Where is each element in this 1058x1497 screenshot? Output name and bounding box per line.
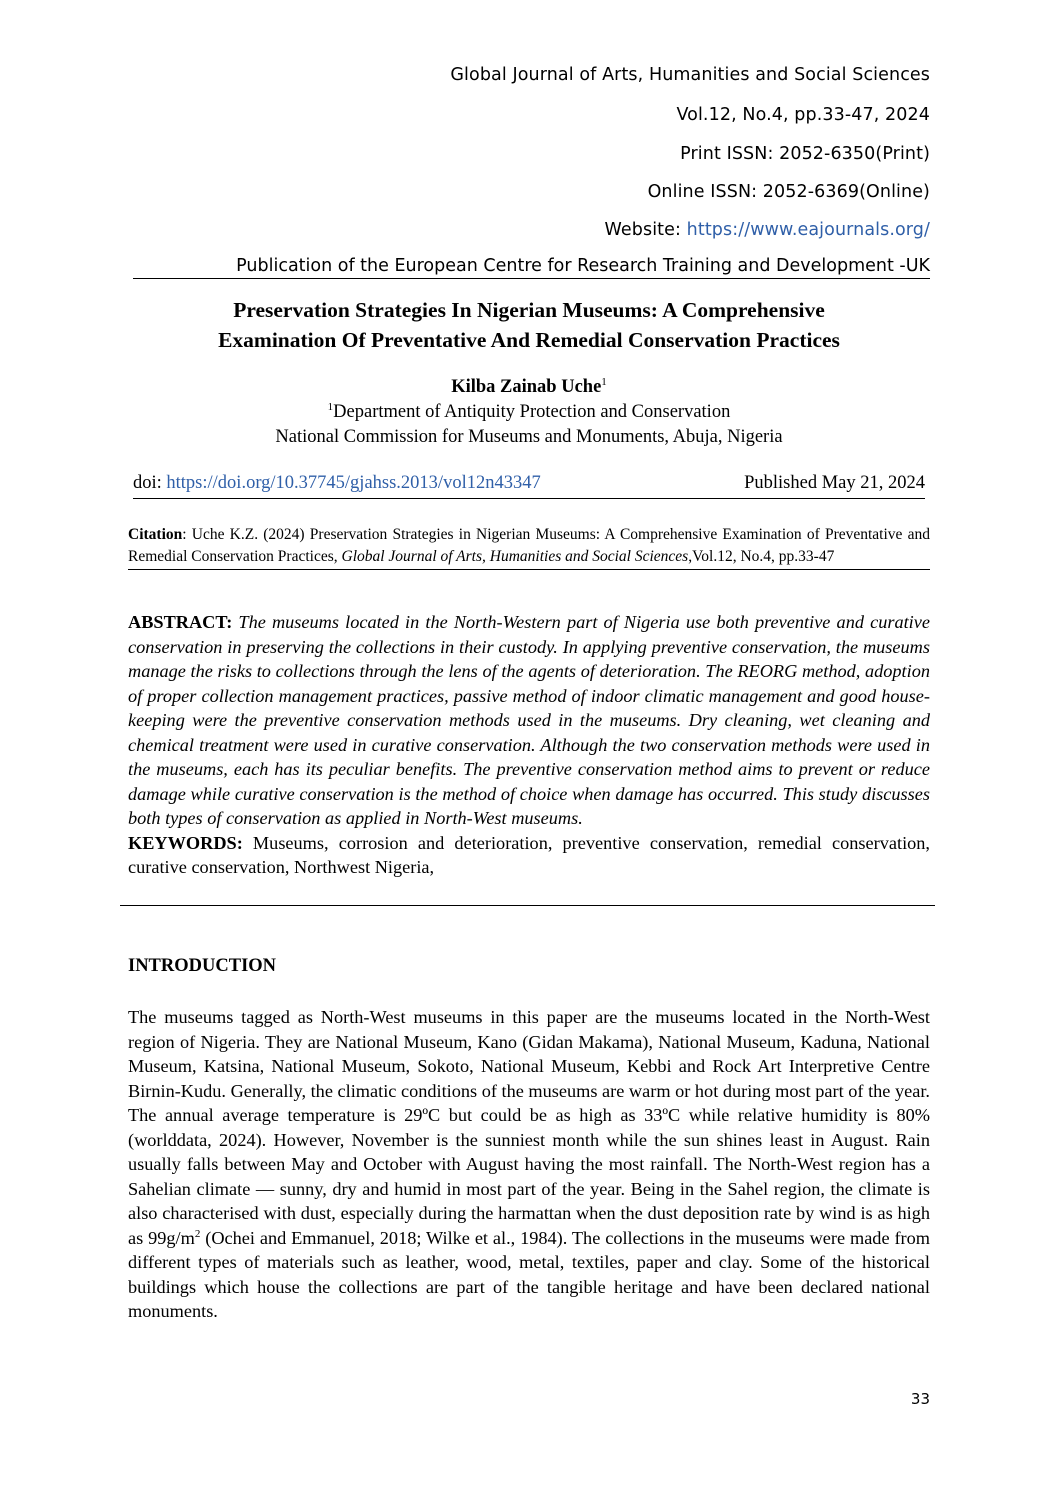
website-line (605, 219, 930, 241)
affiliation-institution: National Commission for Museums and Monuments, Abuja, Nigeria (275, 427, 783, 447)
author-name: Kilba Zainab Uche (451, 377, 602, 397)
volume-info: Vol.12, No.4, pp.33-47, 2024 (676, 105, 930, 125)
doi-label: doi: (133, 473, 162, 493)
abstract-text: The museums located in the North-Western part of Nigeria use both preventive and curative conservation in preserving the collections in their custody. In applying preventive conservation, the museums manage the risks to collections through the lens of the agents of deterioration. The REORG method, adoption of proper collection management practices, passive method of indoor climatic management and good house-keeping were the preventive conservation methods used in the museums. Dry cleaning, wet cleaning and chemical treatment were used in curative conservation. Although the two conservation methods were used in the museums, each has its peculiar benefits. The preventive conservation method aims to prevent or reduce damage while curative conservation is the method of choice when damage has occurred. This study discusses both types of conservation as applied in North-West museums. (128, 612, 930, 828)
superscript: 2 (194, 1227, 201, 1240)
author-block (120, 375, 938, 450)
website-label: Website: (604, 220, 681, 240)
keywords-label: KEYWORDS: (128, 832, 243, 853)
print-issn: Print ISSN: 2052-6350(Print) (680, 144, 930, 164)
citation-journal: Global Journal of Arts, Humanities and Social Sciences (341, 548, 689, 565)
affiliation-department: Department of Antiquity Protection and Conservation (333, 402, 731, 422)
citation (128, 524, 930, 570)
keywords-text: Museums, corrosion and deterioration, preventive conservation, remedial conservation, curative conservation, Northwest Nigeria, (128, 832, 930, 877)
abstract-label: ABSTRACT: (128, 612, 233, 632)
published-date: Published May 21, 2024 (744, 473, 925, 493)
title-line-2: Examination Of Preventative And Remedial Conservation Practices (218, 328, 840, 352)
abstract-divider (120, 905, 935, 906)
section-heading-introduction: INTRODUCTION (128, 956, 277, 976)
publication-line: Publication of the European Centre for Research Training and Development -UK (133, 256, 930, 279)
title-line-1: Preservation Strategies In Nigerian Museums: A Comprehensive (233, 298, 825, 322)
introduction-paragraph: The museums tagged as North-West museums in this paper are the museums located in the North-West region of Nigeria. They are National Museum, Kano (Gidan Makama), National Museum, Kaduna, National Museum, Katsina, National Museum, Sokoto, National Museum, Kebbi and Rock Art Interpretive Centre Birnin-Kudu. Generally, the climatic conditions of the museums are warm or hot during most part of the year. The annual average temperature is 29ºC but could be as high as 33ºC while relative humidity is 80% (worlddata, 2024). However, November is the sunniest month while the sun shines least in August. Rain usually falls between May and October with August having the most rainfall. The North-West region has a Sahelian climate — sunny, dry and humid in most part of the year. Being in the Sahel region, the climate is also characterised with dust, especially during the harmattan when the dust deposition rate by wind is as high as $99g/m^2$ (Ochei and Emmanuel, 2018; Wilke et al., 1984). The collections in the museums were made from different types of materials such as leather, wood, metal, textiles, paper and clay. Some of the historical buildings which house the collections are part of the tangible heritage and have been declared national monuments. (128, 1007, 930, 1321)
citation-volume: ,Vol.12, No.4, pp.33-47 (688, 548, 835, 565)
online-issn: Online ISSN: 2052-6369(Online) (647, 182, 930, 202)
doi-link[interactable]: https://doi.org/10.37745/gjahss.2013/vol12n43347 (166, 473, 541, 493)
journal-name: Global Journal of Arts, Humanities and Social Sciences (450, 65, 930, 85)
citation-label: Citation (128, 526, 183, 543)
affil-sup: 1 (327, 400, 334, 413)
author-sup: 1 (601, 375, 607, 388)
citation-text: : Uche K.Z. (2024) Preservation Strategies in Nigerian Museums: A Comprehensive Examination of Preventative and Remedial Conservation Practices, (128, 526, 930, 565)
abstract (128, 610, 930, 880)
doi-line (133, 473, 925, 499)
article-title (120, 295, 938, 355)
page-number: 33 (910, 1390, 930, 1408)
website-link[interactable]: https://www.eajournals.org/ (686, 220, 930, 240)
